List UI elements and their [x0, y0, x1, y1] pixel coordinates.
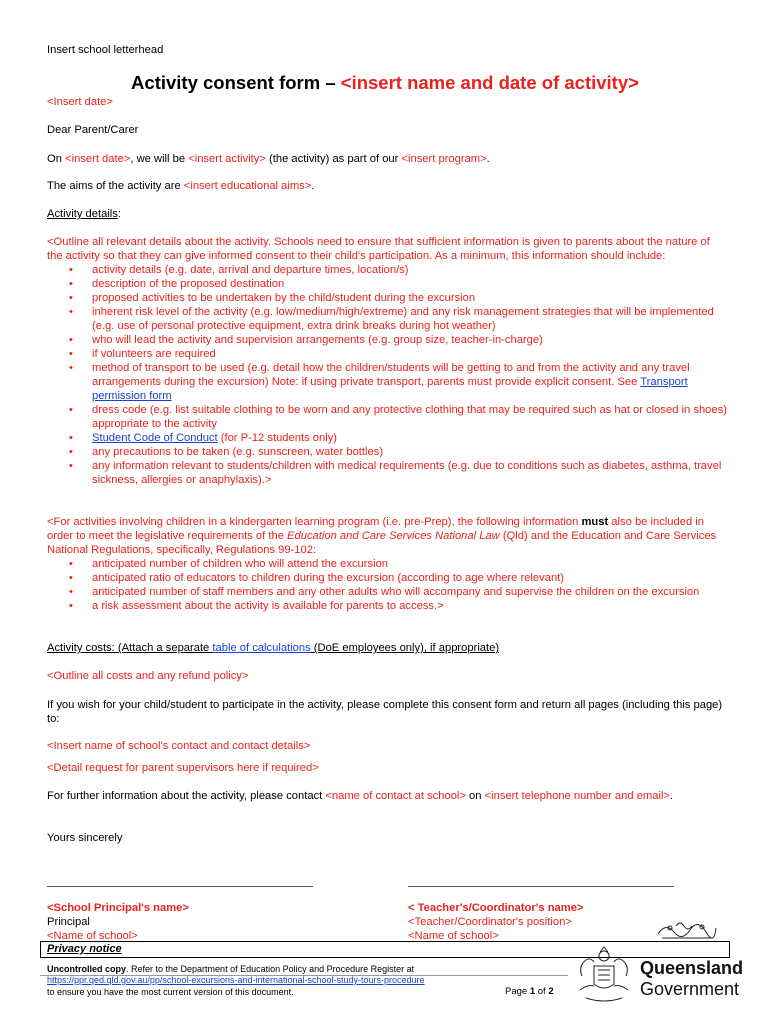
- principal-name: <School Principal's name>: [47, 902, 189, 914]
- details-list: [47, 263, 727, 487]
- logo-government: Government: [640, 979, 740, 999]
- teacher-school: <Name of school>: [408, 930, 499, 942]
- page-title: [0, 72, 770, 94]
- details-heading: Activity details:: [47, 208, 121, 220]
- activity-details-section: [47, 235, 727, 487]
- closing: Yours sincerely: [47, 832, 123, 844]
- further-info-paragraph: For further information about the activity, please contact <name of contact at school> on <insert telephone number and email>.: [47, 790, 674, 802]
- list-item: • dress code (e.g. list suitable clothing to be worn and any protective clothing that may be required such as hat or closed in shoes) appropriate to the activity: [47, 403, 727, 431]
- title-main: Activity consent form –: [131, 72, 341, 93]
- letterhead-text: Insert school letterhead: [47, 44, 164, 56]
- list-item: • any information relevant to students/children with medical requirements (e.g. due to conditions such as diabetes, asthma, travel sickness, allergies or anaphylaxis).>: [47, 459, 727, 487]
- principal-role: Principal: [47, 916, 90, 928]
- list-item: • activity details (e.g. date, arrival and departure times, location/s): [47, 263, 727, 277]
- teacher-role: <Teacher/Coordinator's position>: [408, 916, 572, 928]
- kindergarten-paragraph: <For activities involving children in a kindergarten learning program (i.e. pre-Prep), the following information must also be included in order to meet the legislative requirements of the Education and Care Services National Law (Qld) and the Education and Care Services National Regulations, specifically, Regulations 99-102:: [47, 516, 717, 556]
- footer-line-1: Uncontrolled copy. Refer to the Department of Education Policy and Procedure Register at: [47, 964, 415, 974]
- teacher-signature-block: [408, 901, 583, 943]
- list-item: • if volunteers are required: [47, 347, 727, 361]
- contact-insert: <Insert name of school's contact and contact details>: [47, 740, 311, 752]
- kindergarten-section: [47, 515, 727, 613]
- student-code-of-conduct-link[interactable]: Student Code of Conduct: [92, 432, 218, 444]
- table-of-calculations-link[interactable]: table of calculations: [212, 642, 311, 654]
- list-item: • proposed activities to be undertaken by the child/student during the excursion: [47, 291, 727, 305]
- intro-paragraph: On <insert date>, we will be <insert activity> (the activity) as part of our <insert program>.: [47, 153, 490, 165]
- coat-of-arms-icon: [574, 946, 634, 1004]
- ornament-icon: [656, 918, 718, 940]
- list-item: • who will lead the activity and supervision arrangements (e.g. group size, teacher-in-charge): [47, 333, 727, 347]
- activity-costs-heading: Activity costs: (Attach a separate table of calculations (DoE employees only), if appropriate): [47, 642, 500, 654]
- policy-register-link[interactable]: https://ppr.qed.qld.gov.au/pp/school-excursions-and-international-school-study-tours-procedure: [47, 975, 425, 985]
- participate-paragraph: If you wish for your child/student to participate in the activity, please complete this consent form and return all pages (including this page) to:: [47, 699, 723, 725]
- list-item: • anticipated number of children who will attend the excursion: [47, 557, 727, 571]
- supervisors-insert: <Detail request for parent supervisors here if required>: [47, 762, 319, 774]
- costs-outline: <Outline all costs and any refund policy>: [47, 670, 249, 682]
- list-item: • Student Code of Conduct (for P-12 students only): [47, 431, 727, 445]
- list-item: • method of transport to be used (e.g. detail how the children/students will be getting to and from the activity and any travel arrangements during the excursion) Note: if using private transport, parents must provide explicit consent. See Transport permission form: [47, 361, 727, 403]
- list-item: • description of the proposed destination: [47, 277, 727, 291]
- kindergarten-list: [47, 557, 727, 613]
- aims-paragraph: The aims of the activity are <insert educational aims>.: [47, 180, 315, 192]
- teacher-name: < Teacher's/Coordinator's name>: [408, 902, 584, 914]
- list-item: • a risk assessment about the activity is available for parents to access.>: [47, 599, 727, 613]
- footer-line-3: to ensure you have the most current version of this document.: [47, 987, 294, 997]
- principal-signature-block: [47, 901, 189, 943]
- list-item: • anticipated ratio of educators to children during the excursion (according to age where relevant): [47, 571, 727, 585]
- list-item: • inherent risk level of the activity (e.g. low/medium/high/extreme) and any risk management strategies that will be implemented (e.g. use of personal protective equipment, extra drink breaks during hot weather): [47, 305, 727, 333]
- outline-paragraph: <Outline all relevant details about the activity. Schools need to ensure that sufficient information is given to parents about the nature of the activity so that they can give informed consent to their child's participation. As a minimum, this information should include:: [47, 236, 710, 262]
- list-item: • any precautions to be taken (e.g. sunscreen, water bottles): [47, 445, 727, 459]
- principal-school: <Name of school>: [47, 930, 138, 942]
- transport-permission-link[interactable]: Transport permission form: [92, 376, 688, 402]
- greeting: Dear Parent/Carer: [47, 124, 139, 136]
- signature-line-teacher: [408, 886, 674, 887]
- signature-line-principal: [47, 886, 313, 887]
- insert-date: <Insert date>: [47, 96, 113, 108]
- title-placeholder: <insert name and date of activity>: [340, 72, 639, 93]
- privacy-notice-label[interactable]: Privacy notice: [47, 943, 122, 955]
- page-number: Page 1 of 2: [505, 986, 554, 997]
- list-item: • anticipated number of staff members and any other adults who will accompany and supervise the children on the excursion: [47, 585, 727, 599]
- logo-queensland: Queensland: [640, 958, 744, 978]
